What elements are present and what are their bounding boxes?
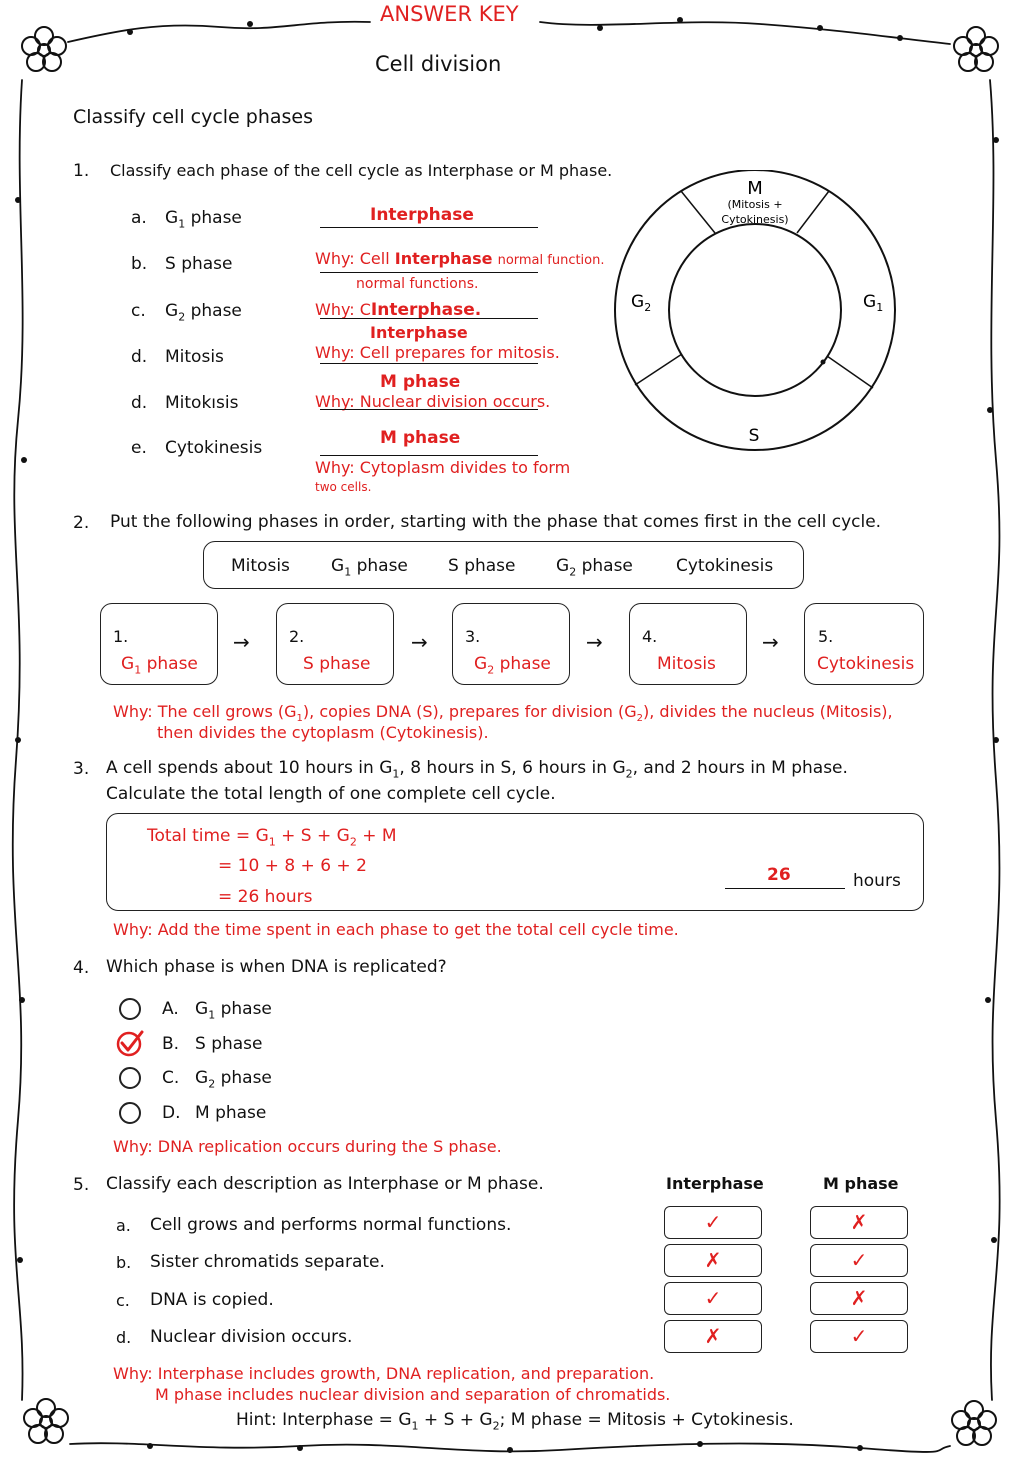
- q5-c-mphase-box[interactable]: ✗: [810, 1282, 908, 1315]
- q1c-answer-line: [320, 318, 538, 319]
- q5-b-mphase-box[interactable]: ✓: [810, 1244, 908, 1277]
- page-title: Cell division: [375, 52, 502, 76]
- divider-g2-s: [635, 354, 682, 385]
- option-a-text: $G_1$ phase: [195, 999, 272, 1022]
- arrow-dot: [821, 360, 826, 365]
- q1e-why-cont: two cells.: [315, 480, 372, 494]
- q5-b-interphase-box[interactable]: ✗: [664, 1244, 762, 1277]
- q5-row-text: Cell grows and performs normal functions.: [150, 1215, 512, 1235]
- q3-answer: 26: [767, 865, 791, 885]
- q5-row-letter: b.: [116, 1253, 132, 1272]
- order-answer: $G_2$ phase: [474, 654, 551, 677]
- q1b-label: S phase: [165, 254, 233, 274]
- q5-row-letter: c.: [116, 1291, 130, 1310]
- q5-row-letter: d.: [116, 1328, 132, 1347]
- q1d-answer: Interphase: [370, 323, 468, 342]
- q5-d-mphase-box[interactable]: ✓: [810, 1320, 908, 1353]
- bank-item: $G_1$ phase: [331, 556, 408, 579]
- q1d-why: Why: Cell prepares for mitosis.: [315, 343, 560, 362]
- q1d2-label: Mitokısis: [165, 393, 239, 413]
- q1b-why-cont: normal functions.: [356, 276, 479, 292]
- q1b-answer-line: [320, 272, 538, 273]
- arrow-icon: →: [233, 630, 250, 654]
- q1c-why: Why: CInterphase.: [315, 300, 482, 320]
- q5-col-mphase: M phase: [823, 1174, 899, 1193]
- q1b-letter: b.: [131, 254, 148, 274]
- q1e-why: Why: Cytoplasm divides to form: [315, 458, 571, 477]
- order-answer: Mitosis: [657, 654, 716, 674]
- q5-row-text: Sister chromatids separate.: [150, 1252, 385, 1272]
- q5-col-interphase: Interphase: [666, 1174, 764, 1193]
- q5-hint: Hint: Interphase = $G_1 + S + G_2$; M phase = Mitosis + Cytokinesis.: [236, 1410, 794, 1433]
- q5-d-interphase-box[interactable]: ✗: [664, 1320, 762, 1353]
- q1a-label: $G_1$ phase: [165, 208, 242, 231]
- q1d-answer-line: [320, 363, 538, 364]
- q5-row-text: Nuclear division occurs.: [150, 1327, 353, 1347]
- option-a-letter: A.: [162, 999, 179, 1019]
- bank-item: Mitosis: [231, 556, 290, 576]
- diagram-m-label: M: [747, 178, 763, 199]
- q1-prompt: Classify each phase of the cell cycle as Interphase or M phase.: [110, 161, 613, 180]
- option-c-text: $G_2$ phase: [195, 1068, 272, 1091]
- q5-a-mphase-box[interactable]: ✗: [810, 1206, 908, 1239]
- radio-c[interactable]: [119, 1067, 141, 1089]
- q1a-answer: Interphase: [370, 205, 474, 225]
- divider-s-g1: [827, 356, 873, 388]
- answer-key-label: ANSWER KEY: [380, 2, 519, 26]
- q5-row-text: DNA is copied.: [150, 1290, 274, 1310]
- diagram-g2-label: $G_2$: [631, 292, 652, 314]
- bank-item: S phase: [448, 556, 516, 576]
- q2-number: 2.: [73, 513, 90, 533]
- option-c-letter: C.: [162, 1068, 180, 1088]
- q3-prompt: A cell spends about 10 hours in $G_1$, 8 hours in S, 6 hours in $G_2$, and 2 hours in M phase.: [106, 758, 848, 781]
- q3-answer-line: [725, 888, 845, 889]
- radio-a[interactable]: [119, 998, 141, 1020]
- order-answer: Cytokinesis: [817, 654, 915, 674]
- q1d-label: Mitosis: [165, 347, 224, 367]
- q1-number: 1.: [73, 161, 90, 181]
- q3-work-line2: = 10 + 8 + 6 + 2: [218, 856, 367, 876]
- option-d-text: M phase: [195, 1103, 267, 1123]
- q5-prompt: Classify each description as Interphase or M phase.: [106, 1174, 544, 1194]
- order-num: 5.: [818, 627, 834, 646]
- q5-why-cont: M phase includes nuclear division and separation of chromatids.: [155, 1385, 671, 1404]
- q3-why: Why: Add the time spent in each phase to get the total cell cycle time.: [113, 920, 679, 939]
- radio-d[interactable]: [119, 1102, 141, 1124]
- q1c-letter: c.: [131, 301, 146, 321]
- option-d-letter: D.: [162, 1103, 181, 1123]
- q1d2-answer-line: [320, 409, 538, 410]
- arrow-icon: →: [762, 630, 779, 654]
- order-num: 3.: [465, 627, 481, 646]
- arrow-icon: →: [586, 630, 603, 654]
- q5-c-interphase-box[interactable]: ✓: [664, 1282, 762, 1315]
- order-answer: S phase: [303, 654, 371, 674]
- q3-unit: hours: [853, 871, 901, 891]
- q2-why-cont: then divides the cytoplasm (Cytokinesis).: [157, 723, 489, 742]
- q1d2-letter: d.: [131, 393, 148, 413]
- q5-number: 5.: [73, 1175, 90, 1195]
- inner-ring: [669, 224, 841, 396]
- order-num: 2.: [289, 627, 305, 646]
- q3-number: 3.: [73, 759, 90, 779]
- diagram-m-sub2: Cytokinesis): [721, 213, 789, 226]
- arrow-icon: →: [411, 630, 428, 654]
- q2-why: Why: The cell grows $(G_1)$, copies DNA (S), prepares for division $(G_2)$, divides the nucleus (Mitosis),: [113, 702, 893, 725]
- q1d-letter: d.: [131, 347, 148, 367]
- cell-cycle-diagram: [605, 170, 905, 460]
- q1e-answer-line: [320, 455, 538, 456]
- q1d2-answer: M phase: [380, 372, 461, 392]
- q3-work-line1: Total time = $G_1 + S + G_2 + M$: [147, 826, 397, 849]
- option-b-letter: B.: [162, 1034, 180, 1054]
- q1e-label: Cytokinesis: [165, 438, 263, 458]
- q1a-answer-line: [320, 227, 538, 228]
- q5-row-letter: a.: [116, 1216, 131, 1235]
- q1d2-why: Why: Nuclear division occurs.: [315, 392, 551, 411]
- order-answer: $G_1$ phase: [121, 654, 198, 677]
- order-num: 1.: [113, 627, 129, 646]
- radio-b-checked[interactable]: [115, 1028, 147, 1058]
- q4-prompt: Which phase is when DNA is replicated?: [106, 957, 447, 977]
- outer-ring: [615, 170, 895, 450]
- section-title: Classify cell cycle phases: [73, 106, 314, 128]
- order-num: 4.: [642, 627, 658, 646]
- q5-a-interphase-box[interactable]: ✓: [664, 1206, 762, 1239]
- bank-item: $G_2$ phase: [556, 556, 633, 579]
- diagram-s-label: S: [748, 426, 760, 446]
- diagram-g1-label: $G_1$: [863, 292, 884, 314]
- divider-m-left: [681, 191, 715, 233]
- q1c-label: $G_2$ phase: [165, 301, 242, 324]
- q4-why: Why: DNA replication occurs during the S phase.: [113, 1137, 502, 1156]
- diagram-m-sub1: (Mitosis +: [727, 198, 783, 211]
- q4-number: 4.: [73, 958, 90, 978]
- q5-why: Why: Interphase includes growth, DNA replication, and preparation.: [113, 1364, 655, 1383]
- bank-item: Cytokinesis: [676, 556, 774, 576]
- q3-prompt-cont: Calculate the total length of one complete cell cycle.: [106, 784, 556, 804]
- q1e-answer: M phase: [380, 428, 461, 448]
- divider-m-right: [797, 191, 829, 233]
- q1a-letter: a.: [131, 208, 147, 228]
- option-b-text: S phase: [195, 1034, 263, 1054]
- q1b-why: Why: Cell Interphase normal function.: [315, 249, 605, 268]
- q3-work-line3: = 26 hours: [218, 887, 313, 907]
- q1e-letter: e.: [131, 438, 147, 458]
- q2-prompt: Put the following phases in order, starting with the phase that comes first in the cell cycle.: [110, 512, 882, 532]
